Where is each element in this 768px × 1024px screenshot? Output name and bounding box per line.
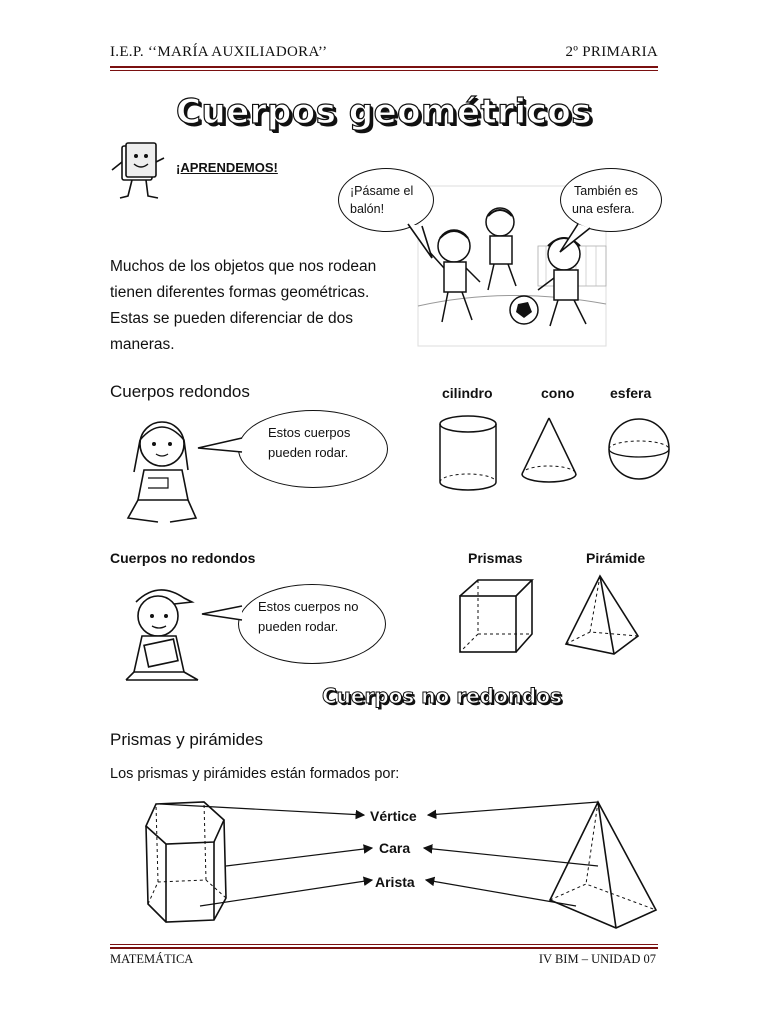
- speech-kid1-line2: balón!: [350, 202, 385, 216]
- round-bubble-line1: Estos cuerpos: [268, 425, 351, 440]
- shape-label-esfera: esfera: [610, 385, 652, 401]
- arrow-pyramid-cara: [424, 848, 598, 866]
- arrow-prism-arista: [200, 880, 372, 906]
- speech-kid2-line2: una esfera.: [572, 202, 635, 216]
- intro-line: maneras.: [110, 336, 175, 353]
- header-grade: 2º PRIMARIA: [565, 44, 658, 60]
- intro-line: Estas se pueden diferenciar de dos: [110, 310, 353, 327]
- footer-rule: [110, 944, 658, 945]
- speech-kid1-line1: ¡Pásame el: [350, 184, 414, 198]
- learn-label: ¡APRENDEMOS!: [176, 160, 278, 175]
- header-school: I.E.P. ‘‘MARÍA AUXILIADORA’’: [110, 44, 328, 60]
- shape-label-cono: cono: [541, 385, 575, 401]
- footer-unit: IV BIM – UNIDAD 07: [538, 952, 656, 966]
- part-label-vertice: Vértice: [370, 808, 417, 824]
- round-heading: Cuerpos redondos: [110, 382, 250, 401]
- shape-label-prismas: Prismas: [468, 550, 523, 566]
- shape-label-cilindro: cilindro: [442, 385, 493, 401]
- arrow-pyramid-arista: [426, 880, 576, 906]
- section2-heading: Prismas y pirámides: [110, 730, 264, 749]
- shape-label-piramide: Pirámide: [586, 550, 646, 566]
- arrow-pyramid-vertice: [428, 802, 598, 815]
- nonround-heading: Cuerpos no redondos: [110, 550, 256, 566]
- round-bubble-line2: pueden rodar.: [268, 445, 349, 460]
- arrow-prism-cara: [226, 848, 372, 866]
- nonround-bubble-line1: Estos cuerpos no: [258, 599, 359, 614]
- section2-text: Los prismas y pirámides están formados por:: [110, 766, 400, 782]
- nonround-bubble-line2: pueden rodar.: [258, 619, 339, 634]
- arrow-prism-vertice: [160, 804, 364, 815]
- footer-subject: MATEMÁTICA: [110, 952, 194, 966]
- speech-kid2-line1: También es: [574, 184, 638, 198]
- intro-line: Muchos de los objetos que nos rodean: [110, 258, 377, 275]
- part-label-cara: Cara: [379, 840, 411, 856]
- section2-title: Cuerpos no redondos: [322, 684, 562, 708]
- intro-line: tienen diferentes formas geométricas.: [110, 284, 370, 301]
- page-title: Cuerpos geométricos: [176, 92, 592, 132]
- part-label-arista: Arista: [375, 874, 415, 890]
